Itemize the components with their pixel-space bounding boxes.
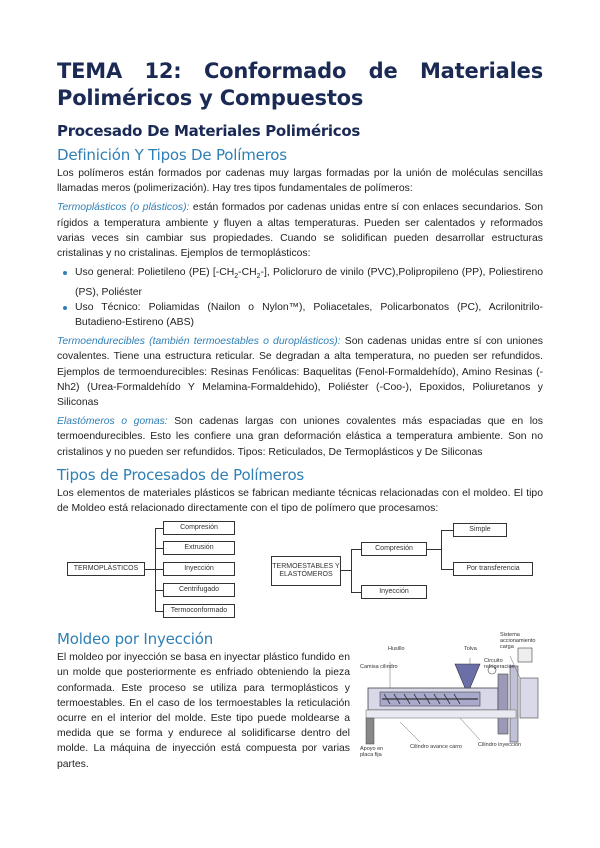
elastomers-label: Elastómeros o gomas: [57, 416, 168, 428]
definitions-intro: Los polímeros están formados por cadenas muy largas formadas por la unión de moléculas sencillas llamadas meros (polimerización). Hay tres tipos fundamentales de polímeros: [57, 168, 543, 195]
definitions-heading: Definición Y Tipos De Polímeros [57, 146, 287, 164]
list-item: Uso Técnico: Poliamidas (Nailon o Nylon™), Poliacetales, Policarbonatos (PC), Acrilonitrilo-Butadieno-Estireno (ABS) [75, 300, 543, 330]
diagram-item: Extrusión [163, 541, 235, 555]
injection-text: El moldeo por inyección se basa en inyectar plástico fundido en un molde que posteriormente es enfriado obteniendo la pieza conformada. Este proceso se utiliza para termoplásticos y termoestables. En el caso de los termoestables la reticulación ocurre en el interior del molde. Este tipo puede moldearse a medida que se forma y endurece al solidificarse dentro del molde. La máquina de inyección está compuesta por varias partes. [57, 652, 350, 770]
process-diagram [57, 520, 543, 626]
machine-label: Tolva [464, 646, 477, 653]
page [57, 58, 543, 776]
injection-section [57, 632, 543, 776]
injection-machine-illustration [360, 632, 546, 762]
diagram-item: Compresión [163, 521, 235, 535]
machine-label: Circuito refrigeración [484, 658, 515, 671]
list-item: Uso general: Polietileno (PE) $[-CH_2-CH_2-]$, Policloruro de vinilo (PVC),Polipropileno (PP), Poliestireno (PS), Poliéster [75, 265, 543, 299]
thermoplastics-list [57, 265, 543, 330]
thermosets-label: Termoendurecibles (también termoestables o duroplásticos): [57, 336, 341, 348]
thermoplastics-paragraph [57, 200, 543, 261]
injection-heading: Moldeo por Inyección [57, 630, 213, 649]
title-line-1: TEMA 12: Conformado de Materiales [57, 59, 543, 83]
processes-heading: Tipos de Procesados de Polímeros [57, 465, 305, 484]
machine-label: Apoyo en placa fija [360, 746, 384, 759]
elastomers-paragraph [57, 414, 543, 460]
page-title [57, 58, 543, 112]
diagram-item: Termoconformado [163, 604, 235, 618]
processes-text: Los elementos de materiales plásticos se fabrican mediante técnicas relacionadas con el moldeo. El tipo de Moldeo está relacionado directamente con el tipo de polímero que procesamos: [57, 487, 543, 514]
machine-label: Camisa cilindro [360, 664, 398, 671]
thermoplastics-text: están formados por cadenas unidas entre sí con enlaces secundarios. Son rígidos a temperatura ambiente y fluyen a altas temperaturas. Pueden ser calentados y reformados varias veces sin cambiar sus propiedades. Cuando se solidifican pueden desarrollar estructuras cristalinas y no cristalinas. Ejemplos de termoplásticos: [57, 202, 543, 260]
diagram-item: Inyección [361, 585, 427, 599]
diagram-item: Centrifugado [163, 583, 235, 597]
machine-label: Sistema accionamiento carga [500, 632, 536, 651]
diagram-root-thermosets: TERMOESTABLES Y ELASTÓMEROS [271, 556, 341, 586]
thermosets-paragraph [57, 334, 543, 410]
diagram-root-thermoplastics: TERMOPLÁSTICOS [67, 562, 145, 576]
thermosets-text: Son cadenas unidas entre sí con uniones covalentes. Tiene una estructura reticular. Se degradan a alta temperatura, no pueden ser refundidos. Ejemplos de termoendurecibles: Resinas Fenólicas: Baquelitas (Fenol-Formaldehído), Amino Resinas (-Nh2) (Urea-Formaldehído Y Melamina-Formaldehido), Poliéster (-Coo-), Epoxidos, Poliuretanos y Siliconas [57, 336, 543, 408]
title-line-2: Poliméricos y Compuestos [57, 86, 364, 110]
section-heading: Procesado De Materiales Poliméricos [57, 122, 360, 140]
diagram-item: Compresión [361, 542, 427, 556]
diagram-item: Por transferencia [453, 562, 533, 576]
machine-label: Cilindro inyección [478, 742, 522, 749]
elastomers-text: Son cadenas largas con uniones covalentes más espaciadas que en los termoendurecibles. Esto les confiere una gran deformación elástica a temperatura ambiente. Son no cristalinos y no pueden ser refundidos. Tipos: Reticulados, De Termoplásticos y De Siliconas [57, 416, 544, 458]
diagram-item: Simple [453, 523, 507, 537]
thermoplastics-label: Termoplásticos (o plásticos): [57, 202, 190, 214]
diagram-item: Inyección [163, 562, 235, 576]
machine-label: Cilindro avance carro [410, 744, 462, 751]
machine-label: Husillo [388, 646, 405, 653]
